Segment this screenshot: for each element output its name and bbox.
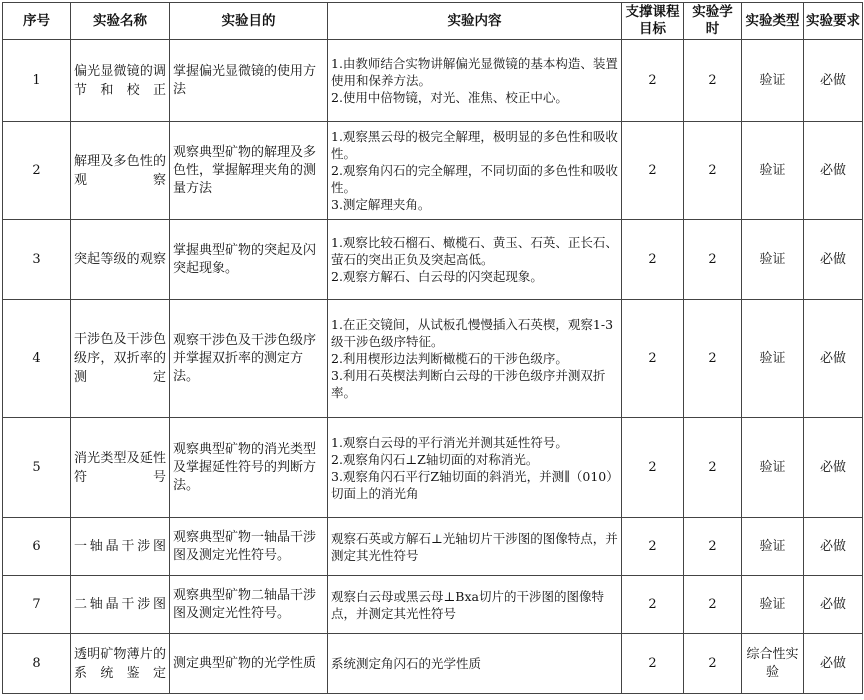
cell-content (328, 300, 622, 418)
cell-target: 2 (622, 122, 684, 220)
cell-target: 2 (622, 220, 684, 300)
cell-target: 2 (622, 576, 684, 634)
cell-name: 偏光显微镜的调节和校正 (71, 40, 170, 122)
header-cell-content: 实验内容 (328, 3, 622, 40)
cell-no: 4 (3, 300, 71, 418)
table-row (3, 576, 863, 634)
cell-hours: 2 (684, 220, 742, 300)
cell-no: 7 (3, 576, 71, 634)
cell-content (328, 576, 622, 634)
cell-purpose: 观察干涉色及干涉色级序并掌握双折率的测定方法。 (170, 300, 328, 418)
content-line: 2.观察角闪石⊥Z轴切面的对称消光。 (331, 451, 539, 467)
cell-requirement: 必做 (804, 300, 863, 418)
cell-name: 透明矿物薄片的系统鉴定 (71, 634, 170, 694)
content-line: 1.由教师结合实物讲解偏光显微镜的基本构造、装置使用和保养方法。 (331, 56, 618, 88)
table-row (3, 220, 863, 300)
content-line: 2.使用中倍物镜，对光、准焦、校正中心。 (331, 90, 568, 105)
cell-purpose: 掌握典型矿物的突起及闪突起现象。 (170, 220, 328, 300)
cell-requirement: 必做 (804, 40, 863, 122)
cell-no: 1 (3, 40, 71, 122)
cell-requirement: 必做 (804, 576, 863, 634)
cell-content (328, 518, 622, 576)
experiment-table (2, 2, 863, 694)
cell-purpose: 测定典型矿物的光学性质 (170, 634, 328, 694)
cell-purpose: 观察典型矿物一轴晶干涉图及测定光性符号。 (170, 518, 328, 576)
content-line: 1.在正交镜间，从试板孔慢慢插入石英楔，观察1-3级干涉色级序特征。 (331, 317, 614, 349)
content-line: 3.利用石英楔法判断白云母的干涉色级序并测双折率。 (331, 368, 606, 400)
content-line: 1.观察白云母的平行消光并测其延性符号。 (331, 434, 568, 450)
table-row (3, 634, 863, 694)
cell-name: 干涉色及干涉色级序，双折率的测定 (71, 300, 170, 418)
content-line: 系统测定角闪石的光学性质 (331, 656, 482, 671)
cell-purpose: 掌握偏光显微镜的使用方法 (170, 40, 328, 122)
cell-no: 5 (3, 418, 71, 518)
cell-requirement: 必做 (804, 418, 863, 518)
header-cell-purpose: 实验目的 (170, 3, 328, 40)
cell-hours: 2 (684, 518, 742, 576)
cell-type: 验证 (742, 220, 804, 300)
cell-target: 2 (622, 518, 684, 576)
cell-type: 验证 (742, 40, 804, 122)
content-line: 1.观察比较石榴石、橄榄石、黄玉、石英、正长石、萤石的突出正负及突起高低。 (331, 235, 618, 267)
content-line: 2.观察方解石、白云母的闪突起现象。 (331, 269, 543, 284)
cell-content (328, 418, 622, 518)
cell-hours: 2 (684, 122, 742, 220)
cell-hours: 2 (684, 40, 742, 122)
cell-type: 验证 (742, 418, 804, 518)
cell-no: 2 (3, 122, 71, 220)
cell-purpose: 观察典型矿物的消光类型及掌握延性符号的判断方法。 (170, 418, 328, 518)
cell-name: 一轴晶干涉图 (71, 518, 170, 576)
cell-target: 2 (622, 418, 684, 518)
cell-hours: 2 (684, 576, 742, 634)
table-row (3, 418, 863, 518)
content-line: 2.利用楔形边法判断橄榄石的干涉色级序。 (331, 351, 568, 366)
cell-target: 2 (622, 634, 684, 694)
cell-requirement: 必做 (804, 518, 863, 576)
header-cell-hours: 实验学时 (684, 3, 742, 40)
header-cell-type: 实验类型 (742, 3, 804, 40)
content-line: 1.观察黑云母的极完全解理，极明显的多色性和吸收性。 (331, 129, 618, 161)
cell-hours: 2 (684, 634, 742, 694)
cell-requirement: 必做 (804, 220, 863, 300)
cell-requirement: 必做 (804, 634, 863, 694)
cell-type: 验证 (742, 576, 804, 634)
cell-no: 3 (3, 220, 71, 300)
cell-name: 解理及多色性的观察 (71, 122, 170, 220)
content-line: 3.测定解理夹角。 (331, 197, 431, 212)
cell-hours: 2 (684, 300, 742, 418)
cell-purpose: 观察典型矿物的解理及多色性，掌握解理夹角的测量方法 (170, 122, 328, 220)
cell-content (328, 220, 622, 300)
table-row (3, 300, 863, 418)
cell-requirement: 必做 (804, 122, 863, 220)
cell-no: 8 (3, 634, 71, 694)
cell-target: 2 (622, 300, 684, 418)
cell-hours: 2 (684, 418, 742, 518)
content-line: 3.观察角闪石平行Z轴切面的斜消光，并测∥（010）切面上的消光角 (331, 468, 613, 501)
header-cell-no: 序号 (3, 3, 71, 40)
cell-type: 验证 (742, 122, 804, 220)
cell-name: 消光类型及延性符号 (71, 418, 170, 518)
content-line: 观察白云母或黑云母⊥Bxa切片的干涉图的图像特点，并测定其光性符号 (331, 588, 604, 621)
cell-content (328, 40, 622, 122)
cell-type: 验证 (742, 518, 804, 576)
cell-type: 验证 (742, 300, 804, 418)
header-row (3, 3, 863, 40)
content-line: 观察石英或方解石⊥光轴切片干涉图的图像特点，并测定其光性符号 (331, 530, 618, 563)
header-cell-name: 实验名称 (71, 3, 170, 40)
header-cell-requirement: 实验要求 (804, 3, 863, 40)
cell-name: 突起等级的观察 (71, 220, 170, 300)
cell-no: 6 (3, 518, 71, 576)
cell-type: 综合性实验 (742, 634, 804, 694)
cell-content (328, 122, 622, 220)
cell-target: 2 (622, 40, 684, 122)
cell-content (328, 634, 622, 694)
cell-name: 二轴晶干涉图 (71, 576, 170, 634)
table-row (3, 122, 863, 220)
cell-purpose: 观察典型矿物二轴晶干涉图及测定光性符号。 (170, 576, 328, 634)
content-line: 2.观察角闪石的完全解理，不同切面的多色性和吸收性。 (331, 163, 618, 195)
table-row (3, 40, 863, 122)
header-cell-target: 支撑课程目标 (622, 3, 684, 40)
table-row (3, 518, 863, 576)
